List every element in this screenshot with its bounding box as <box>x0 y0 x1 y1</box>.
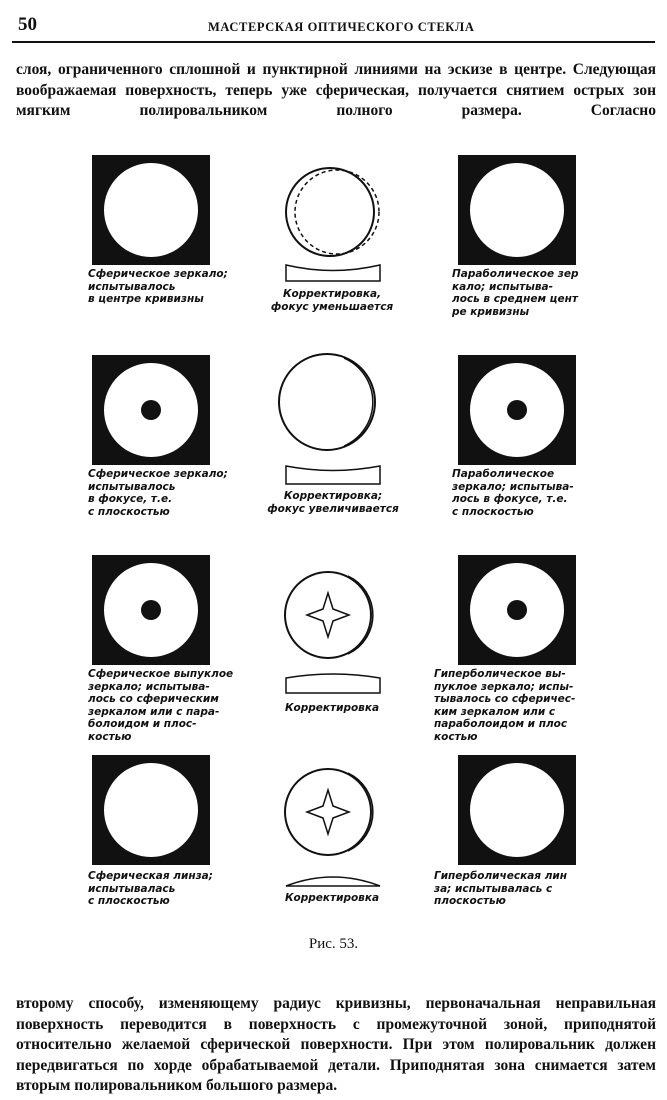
paragraph-bottom: второму способу, изменяющему радиус кривизны, первоначальная неправильная поверхность переводится в поверхность с промежуточной зоной, приподнятой относительно желаемой сферической поверхности. При этом полировальник должен передвигаться по хорде обрабатываемой детали. Приподнятая зона снимается затем вторым полировальником большого размера. <box>16 995 656 1094</box>
zone-sketch-3 <box>282 565 382 665</box>
page-number: 50 <box>18 14 37 35</box>
caption-1-right: Параболическое зер кало; испытыва- лось в среднем цент ре кривизны <box>452 268 579 318</box>
profile-sketch-4 <box>283 870 383 890</box>
zone-sketch-4 <box>282 762 382 862</box>
caption-4-left: Сферическая линза; испытывалась с плоскостью <box>88 870 213 907</box>
foucault-pattern-2-left <box>92 355 210 465</box>
foucault-pattern-4-left <box>92 755 210 865</box>
foucault-pattern-4-right <box>458 755 576 865</box>
foucault-pattern-3-right <box>458 555 576 665</box>
foucault-pattern-1-right <box>458 155 576 265</box>
running-title: МАСТЕРСКАЯ ОПТИЧЕСКОГО СТЕКЛА <box>208 20 475 34</box>
profile-sketch-1 <box>283 262 383 284</box>
foucault-pattern-2-right <box>458 355 576 465</box>
figure-caption: Рис. 53. <box>308 936 359 952</box>
caption-4-center: Корректировка <box>284 892 380 904</box>
header-rule <box>12 41 655 43</box>
caption-4-right: Гиперболическая лин за; испытывалась с плоскостью <box>434 870 567 907</box>
paragraph-top: слоя, ограниченного сплошной и пунктирной линиями на эскизе в центре. Следующая воображаемая поверхность, теперь уже сферическая, получается снятием острых зон мягким полировальником полного размера. Согласно <box>16 61 656 119</box>
profile-sketch-2 <box>283 463 383 487</box>
caption-3-left: Сферическое выпуклое зеркало; испытыва- лось со сферическим зеркалом или с пара- болоидом и плос- костью <box>88 668 234 743</box>
caption-3-center: Корректировка <box>284 702 380 714</box>
foucault-pattern-1-left <box>92 155 210 265</box>
caption-3-right: Гиперболическое вы- пуклое зеркало; испы- тывалось со сферичес- ким зеркалом или с параболоидом и плос костью <box>434 668 576 743</box>
profile-sketch-3 <box>283 670 383 696</box>
caption-1-left: Сферическое зеркало; испытывалось в центре кривизны <box>88 268 228 305</box>
caption-2-center: Корректировка; фокус увеличивается <box>267 490 399 515</box>
zone-sketch-1 <box>282 162 382 262</box>
foucault-pattern-3-left <box>92 555 210 665</box>
zone-sketch-2 <box>272 350 387 455</box>
caption-1-center: Корректировка, фокус уменьшается <box>270 288 394 313</box>
caption-2-left: Сферическое зеркало; испытывалось в фокусе, т.е. с плоскостью <box>88 468 228 518</box>
caption-2-right: Параболическое зеркало; испытыва- лось в фокусе, т.е. с плоскостью <box>452 468 574 518</box>
